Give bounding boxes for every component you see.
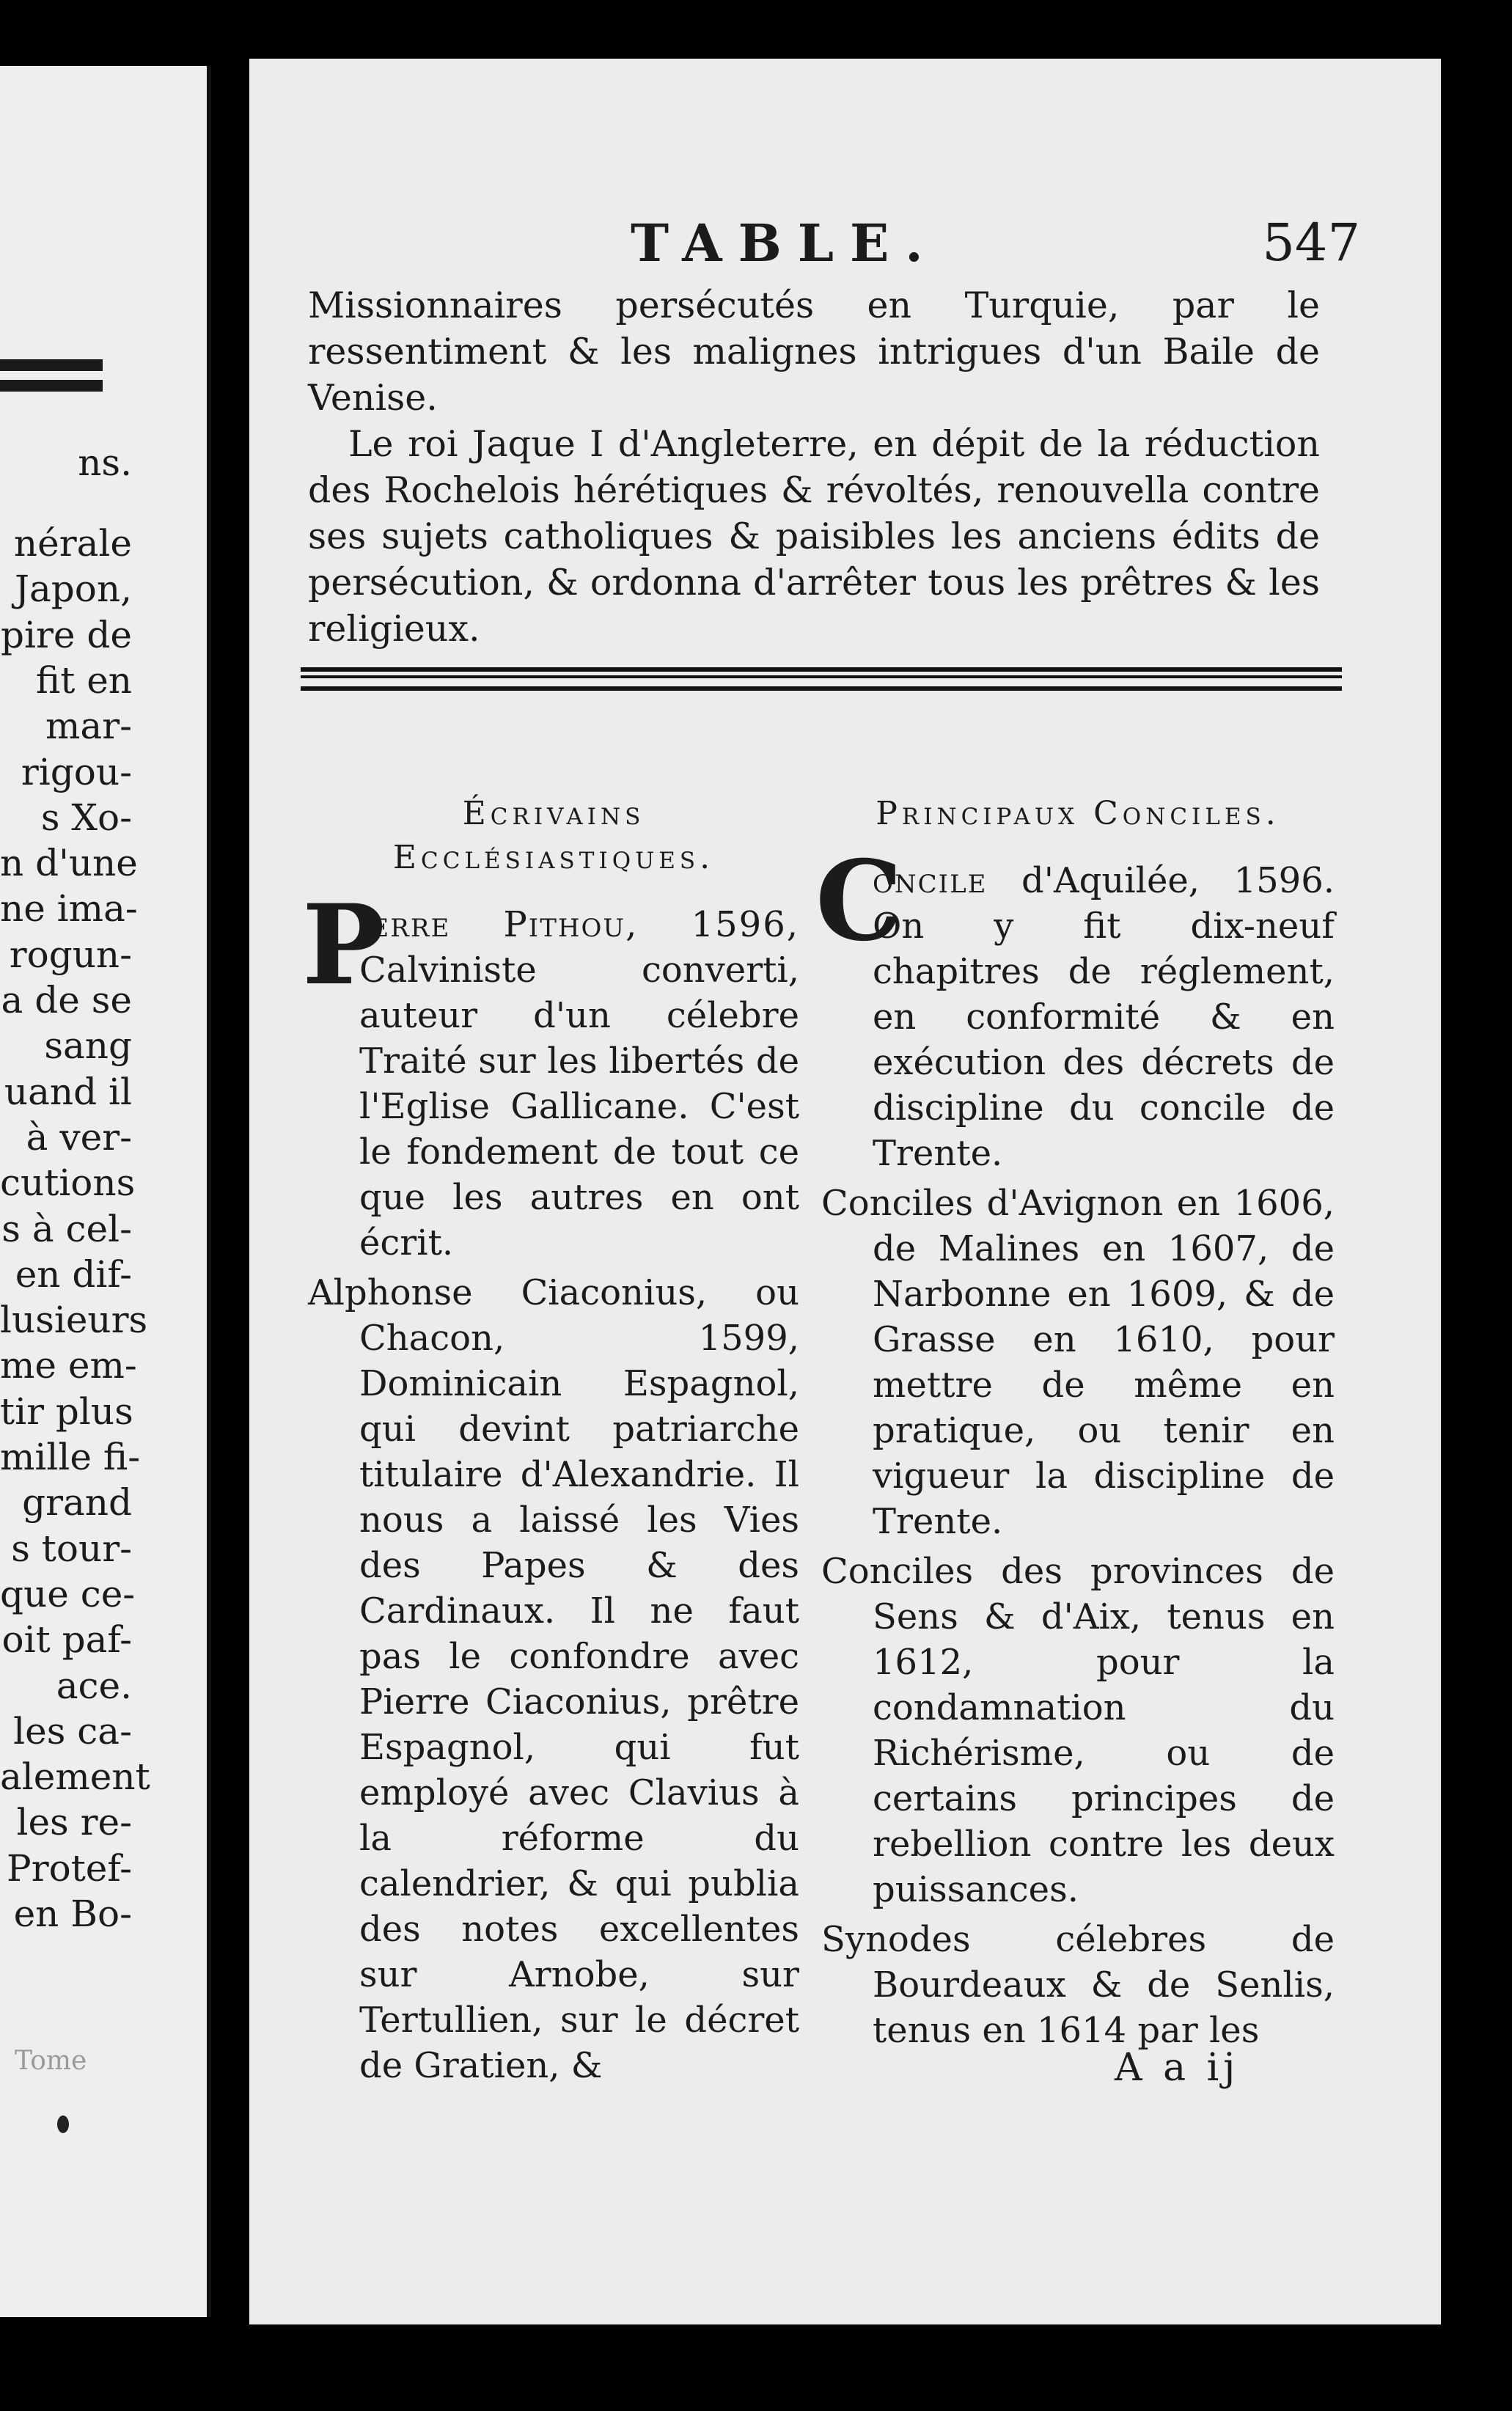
- entry-sens-aix: Conciles des provinces de Sens & d'Aix, tenus en 1612, pour la condamnation du Richérisme, ou de certains principes de rebellion contre les deux puissances.: [821, 1551, 1335, 1910]
- column-ecrivains: [302, 792, 799, 2093]
- facing-page-line: oit paf-: [1, 1618, 132, 1662]
- facing-page-line: en dif-: [15, 1252, 132, 1296]
- facing-page-line: les ca-: [13, 1709, 132, 1753]
- facing-page-line: fit en: [35, 658, 132, 702]
- running-title: TABLE.: [631, 213, 939, 274]
- entry-bourdeaux-senlis: Synodes célebres de Bourdeaux & de Senlis, tenus en 1614 par les: [821, 1919, 1335, 2051]
- facing-page-line: s à cel-: [1, 1207, 132, 1250]
- facing-page-line: grand: [22, 1481, 132, 1524]
- facing-page-line: me em-: [0, 1344, 137, 1387]
- entry-aquilee: [815, 837, 1335, 1176]
- ink-spot: [57, 2115, 69, 2133]
- facing-page-line: ne ima-: [0, 887, 138, 931]
- facing-page-rule: [0, 359, 103, 371]
- facing-page-line: rogun-: [9, 933, 132, 976]
- facing-page-line: mille fi-: [0, 1436, 141, 1478]
- entry-name: Alphonse Ciaconius, ou Chacon, 1599,: [308, 1272, 799, 1359]
- facing-page-line: les re-: [16, 1801, 132, 1844]
- facing-page-line: que ce-: [0, 1572, 136, 1615]
- facing-page-line: tir plus: [0, 1390, 133, 1433]
- column-heading: Écrivains Ecclésiastiques.: [392, 795, 715, 876]
- drop-capital: C: [815, 837, 903, 966]
- facing-page-line: en Bo-: [13, 1893, 132, 1935]
- facing-page-rule: [0, 380, 103, 392]
- entry-name: ierre Pithou, 1596,: [359, 904, 799, 945]
- facing-page-line: s Xo-: [40, 796, 132, 839]
- facing-page-line: pire de: [1, 613, 132, 656]
- facing-page-line: a de se: [1, 979, 132, 1021]
- facing-page-line: rigou-: [21, 750, 132, 793]
- running-head: [249, 213, 1441, 279]
- drop-capital: P: [302, 881, 385, 1010]
- facing-page-line: nérale: [13, 522, 132, 565]
- entry-text: Dominicain Espagnol, qui devint patriarche titulaire d'Alexandrie. Il nous a laissé les Vies des Papes & des Cardinaux. Il ne faut pas le confondre avec Pierre Ciaconius, prêtre Espagnol, qui fut employé avec Clavius à la réforme du calendrier, & qui publia des notes excellentes sur Arnobe, sur Tertullien, sur le décret de Gratien, &: [359, 1363, 799, 2086]
- entry-ciaconius: [308, 1270, 799, 2088]
- facing-page-catchword: Tome: [15, 2046, 87, 2076]
- facing-page-line: alement: [0, 1755, 150, 1799]
- facing-page-line: s tour-: [11, 1527, 132, 1570]
- entry-text: Calviniste converti, auteur d'un célebre Traité sur les libertés de l'Eglise Gallicane. C'est le fondement de tout ce que les autres en ont écrit.: [359, 950, 799, 1263]
- facing-page-line: ace.: [56, 1664, 132, 1707]
- column-heading: Principaux Conciles.: [876, 795, 1280, 832]
- facing-page-line: ns.: [78, 441, 132, 484]
- column-conciles: [815, 792, 1335, 2058]
- paragraph: Le roi Jaque I d'Angleterre, en dépit de la réduction des Rochelois hérétiques & révoltés, renouvella contre ses sujets catholiques & paisibles les anciens édits de persécution, & ordonna d'arrêter tous les prêtres & les religieux.: [308, 423, 1320, 650]
- facing-page-line: Japon,: [14, 568, 132, 611]
- entry-name: oncile: [873, 860, 988, 901]
- facing-page-line: à ver-: [26, 1115, 132, 1159]
- facing-page-line: cutions: [0, 1162, 136, 1205]
- facing-page-line: lusieurs: [0, 1299, 148, 1342]
- facing-page-line: mar-: [45, 705, 132, 748]
- paragraph: Missionnaires persécutés en Turquie, par le ressentiment & les malignes intrigues d'un Baile de Venise.: [308, 285, 1320, 419]
- book-page: [249, 59, 1441, 2324]
- facing-page-line: Protef-: [7, 1846, 132, 1890]
- facing-page-line: n d'une: [0, 842, 138, 885]
- facing-page-line: sang: [44, 1024, 132, 1068]
- entry-avignon: Conciles d'Avignon en 1606, de Malines en 1607, de Narbonne en 1609, & de Grasse en 1610, pour mettre de même en pratique, ou tenir en vigueur la discipline de Trente.: [821, 1183, 1335, 1542]
- entry-pithou: [302, 881, 799, 1266]
- page-number: 547: [1262, 213, 1360, 273]
- facing-page-line: uand il: [4, 1070, 132, 1113]
- top-text-block: [308, 282, 1320, 652]
- entry-text: d'Aquilée, 1596. On y fit dix-neuf chapitres de réglement, en conformité & en exécution des décrets de discipline du concile de Trente.: [873, 860, 1335, 1174]
- section-divider-rule: [301, 667, 1342, 691]
- facing-page-strip: [0, 66, 211, 2317]
- signature-mark: A a ij: [1115, 2046, 1240, 2090]
